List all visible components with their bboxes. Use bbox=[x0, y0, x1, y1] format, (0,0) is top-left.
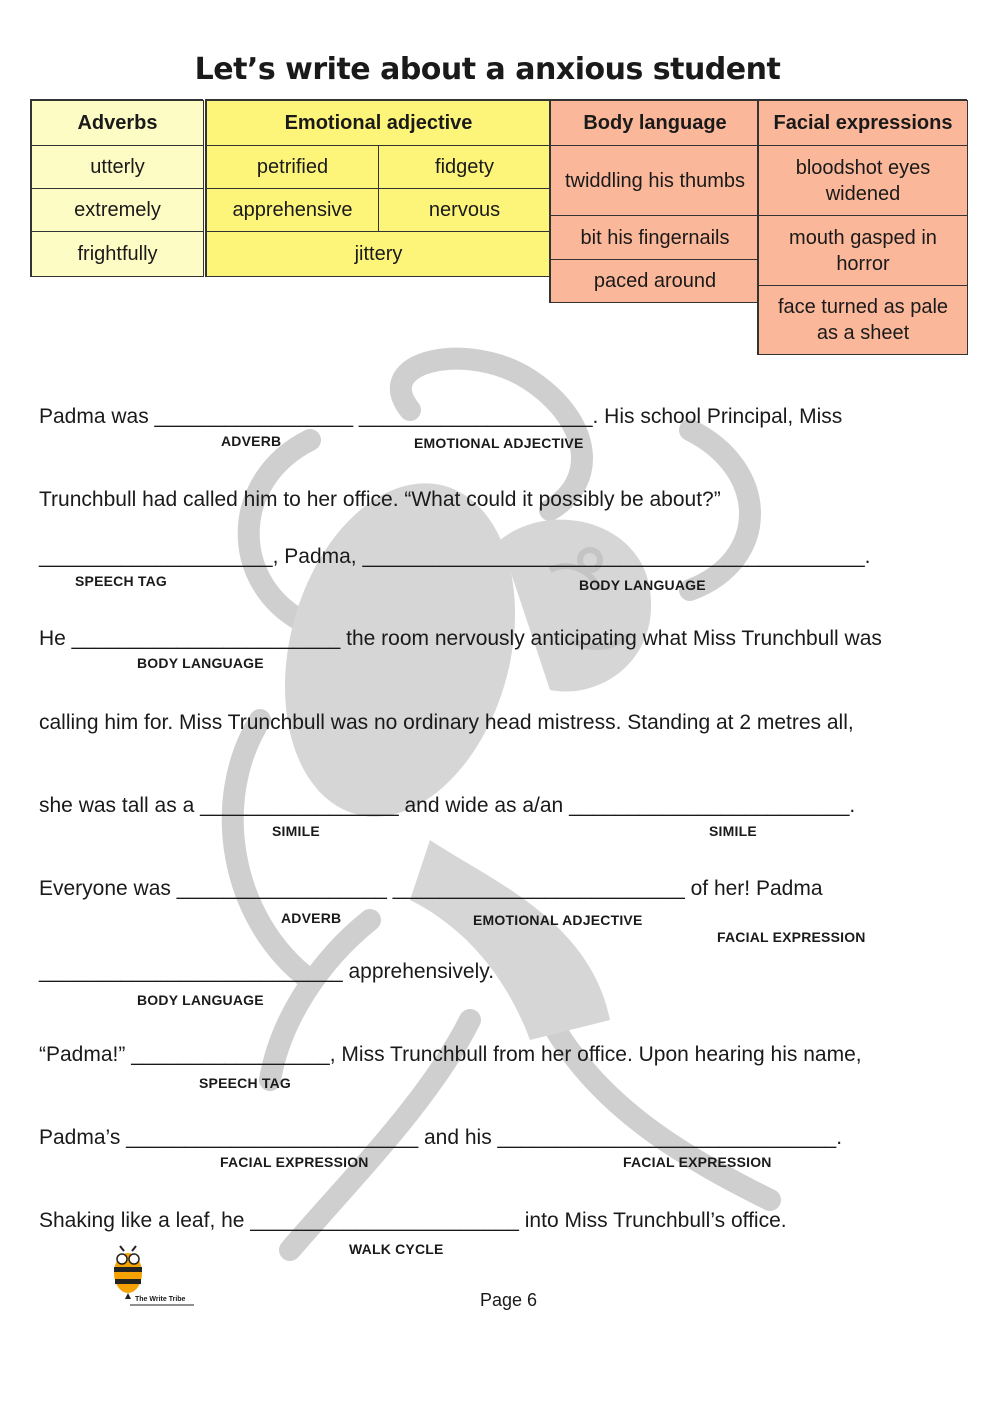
blank-label: EMOTIONAL ADJECTIVE bbox=[473, 912, 643, 928]
logo-text: The Write Tribe bbox=[135, 1296, 186, 1303]
adverb-cell: utterly bbox=[31, 145, 204, 189]
story-line: He _______________________ the room nervously anticipating what Miss Trunchbull was bbox=[39, 627, 882, 650]
emotional-adjective-table bbox=[205, 99, 550, 277]
blank-label: ADVERB bbox=[281, 910, 342, 926]
body-language-cell: paced around bbox=[550, 259, 760, 303]
body-language-cell: twiddling his thumbs bbox=[550, 145, 760, 216]
story-line: __________________________ apprehensively. bbox=[39, 960, 495, 983]
story-line: Padma’s _________________________ and his _____________________________. bbox=[39, 1126, 843, 1149]
body-language-header: Body language bbox=[550, 100, 760, 146]
blank-label: EMOTIONAL ADJECTIVE bbox=[414, 435, 584, 451]
story-line: Trunchbull had called him to her office. “What could it possibly be about?” bbox=[39, 488, 721, 511]
blank-label: FACIAL EXPRESSION bbox=[220, 1154, 369, 1170]
body-language-cell: bit his fingernails bbox=[550, 215, 760, 260]
adverbs-header: Adverbs bbox=[31, 100, 204, 146]
blank-label: BODY LANGUAGE bbox=[579, 577, 706, 593]
adverbs-table bbox=[30, 99, 203, 277]
facial-expression-cell: bloodshot eyes widened bbox=[758, 145, 968, 216]
blank-label: FACIAL EXPRESSION bbox=[623, 1154, 772, 1170]
blank-label: WALK CYCLE bbox=[349, 1241, 444, 1257]
story-line: Everyone was __________________ _________________________ of her! Padma bbox=[39, 877, 823, 900]
facial-expressions-table bbox=[757, 99, 967, 355]
story-line: Padma was _________________ ____________________. His school Principal, Miss bbox=[39, 405, 843, 428]
blank-label: SIMILE bbox=[272, 823, 320, 839]
page-title: Let’s write about a anxious student bbox=[194, 52, 781, 87]
adjective-cell: apprehensive bbox=[206, 188, 379, 232]
adverb-cell: extremely bbox=[31, 188, 204, 232]
story-line: calling him for. Miss Trunchbull was no ordinary head mistress. Standing at 2 metres all, bbox=[39, 711, 854, 734]
adverb-cell: frightfully bbox=[31, 231, 204, 277]
body-language-table bbox=[549, 99, 759, 303]
story-line: ____________________, Padma, ___________________________________________. bbox=[39, 545, 871, 568]
adjective-cell: fidgety bbox=[378, 145, 551, 189]
blank-label: SIMILE bbox=[709, 823, 757, 839]
blank-label: FACIAL EXPRESSION bbox=[717, 929, 866, 945]
story-line: “Padma!” _________________, Miss Trunchbull from her office. Upon hearing his name, bbox=[39, 1043, 862, 1066]
facial-expression-cell: mouth gasped in horror bbox=[758, 215, 968, 286]
emotional-adjective-header: Emotional adjective bbox=[206, 100, 551, 146]
adjective-cell: petrified bbox=[206, 145, 379, 189]
adjective-cell: nervous bbox=[378, 188, 551, 232]
facial-expressions-header: Facial expressions bbox=[758, 100, 968, 146]
blank-label: ADVERB bbox=[221, 433, 282, 449]
story-line: Shaking like a leaf, he _______________________ into Miss Trunchbull’s office. bbox=[39, 1209, 787, 1232]
page-number: Page 6 bbox=[480, 1290, 538, 1310]
blank-label: BODY LANGUAGE bbox=[137, 992, 264, 1008]
blank-label: BODY LANGUAGE bbox=[137, 655, 264, 671]
facial-expression-cell: face turned as pale as a sheet bbox=[758, 285, 968, 355]
story-line: she was tall as a _________________ and wide as a/an ________________________. bbox=[39, 794, 856, 817]
blank-label: SPEECH TAG bbox=[199, 1075, 291, 1091]
adjective-cell: jittery bbox=[206, 231, 551, 277]
blank-label: SPEECH TAG bbox=[75, 573, 167, 589]
